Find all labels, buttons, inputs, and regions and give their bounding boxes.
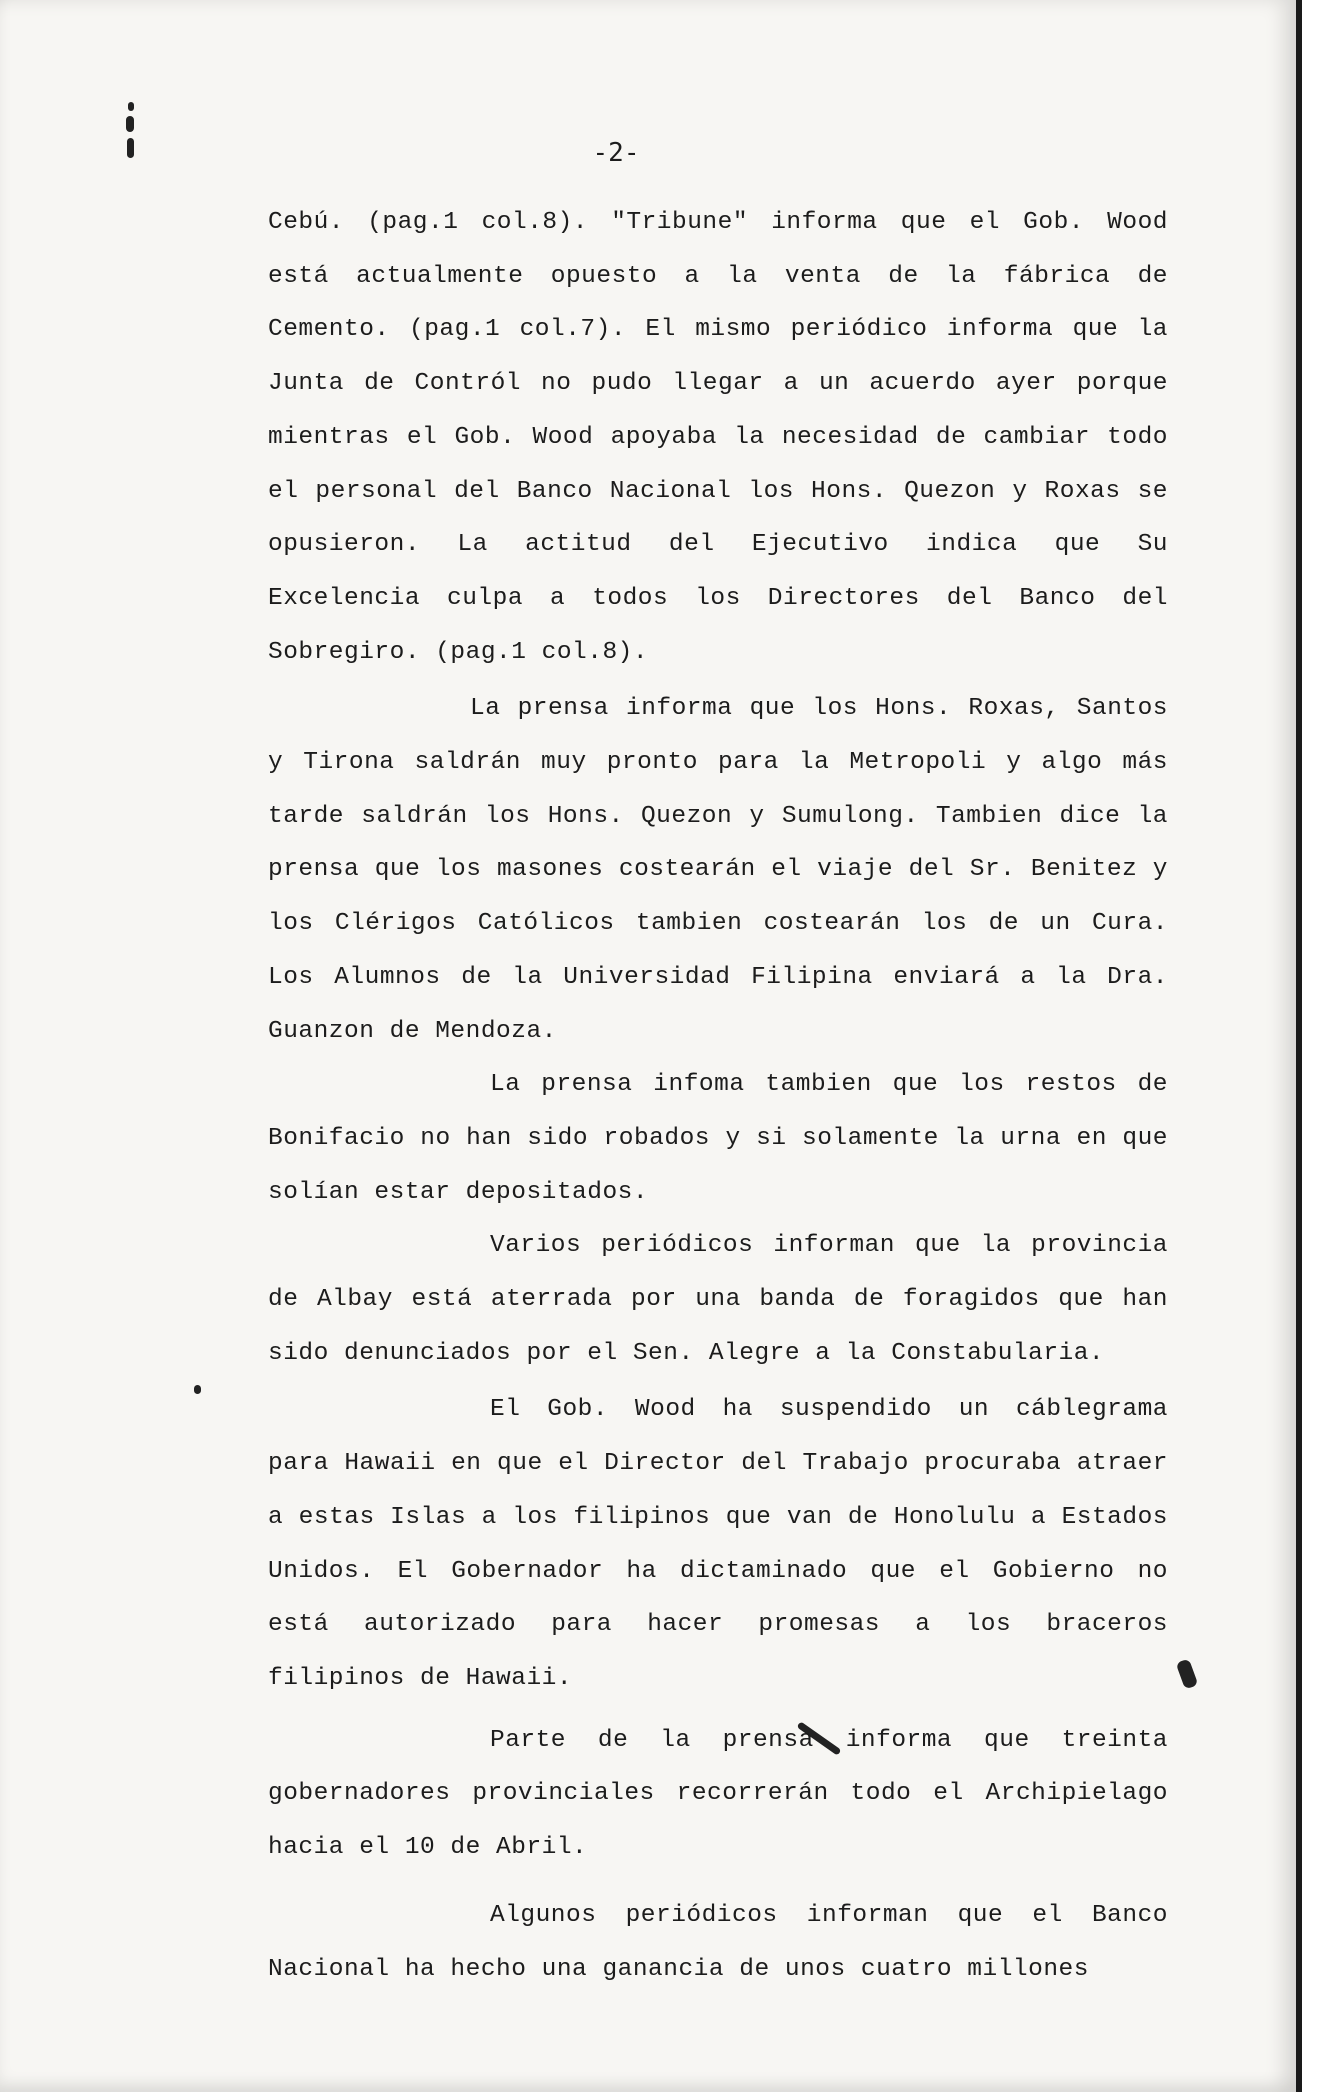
page-number: -2- <box>592 138 640 168</box>
paragraph-2-text: La prensa informa que los Hons. Roxas, Santos y Tirona saldrán muy pronto para la Metropoli y algo más tarde saldrán los Hons. Quezon y Sumulong. Tambien dice la prensa que los masones costearán el viaje del Sr. Benitez y los Clérigos Católicos tambien costearán los de un Cura. Los Alumnos de la Universidad Filipina enviará a la Dra. Guanzon de Mendoza. <box>268 695 1168 1045</box>
paragraph-4-text: Varios periódicos informan que la provincia de Albay está aterrada por una banda de foragidos que han sido denunciados por el Sen. Alegre a la Constabularia. <box>268 1232 1168 1367</box>
paragraph-1: Cebú. (pag.1 col.8). "Tribune" informa que el Gob. Wood está actualmente opuesto a la venta de la fábrica de Cemento. (pag.1 col.7). El mismo periódico informa que la Junta de Contról no pudo llegar a un acuerdo ayer porque mientras el Gob. Wood apoyaba la necesidad de cambiar todo el personal del Banco Nacional los Hons. Quezon y Roxas se opusieron. La actitud del Ejecutivo indica que Su Excelencia culpa a todos los Directores del Banco del Sobregiro. (pag.1 col.8). <box>268 209 1168 666</box>
paragraph-5-text: El Gob. Wood ha suspendido un cáblegrama para Hawaii en que el Director del Trabajo procuraba atraer a estas Islas a los filipinos que van de Honolulu a Estados Unidos. El Gobernador ha dictaminado que el Gobierno no está autorizado para hacer promesas a los braceros filipinos de Hawaii. <box>268 1396 1168 1692</box>
paragraph-3 <box>268 1058 1168 1219</box>
ink-mark <box>1176 1658 1199 1689</box>
paragraph-6 <box>268 1714 1168 1875</box>
paragraph-7 <box>268 1889 1168 1996</box>
paragraph-7-text: Algunos periódicos informan que el Banco Nacional ha hecho una ganancia de unos cuatro millones <box>268 1901 1168 1983</box>
ink-mark <box>128 102 134 111</box>
paragraph-2 <box>268 682 1168 1058</box>
ink-mark <box>127 138 134 158</box>
paragraph-6-text: Parte de la prensa informa que treinta gobernadores provinciales recorrerán todo el Archipielago hacia el 10 de Abril. <box>268 1726 1168 1862</box>
paragraph-3-text: La prensa infoma tambien que los restos de Bonifacio no han sido robados y si solamente la urna en que solían estar depositados. <box>268 1071 1168 1206</box>
document-body <box>268 196 1168 1996</box>
paragraph-5 <box>268 1383 1168 1705</box>
paragraph-4 <box>268 1219 1168 1380</box>
ink-mark <box>126 116 134 132</box>
ink-mark <box>194 1385 201 1394</box>
